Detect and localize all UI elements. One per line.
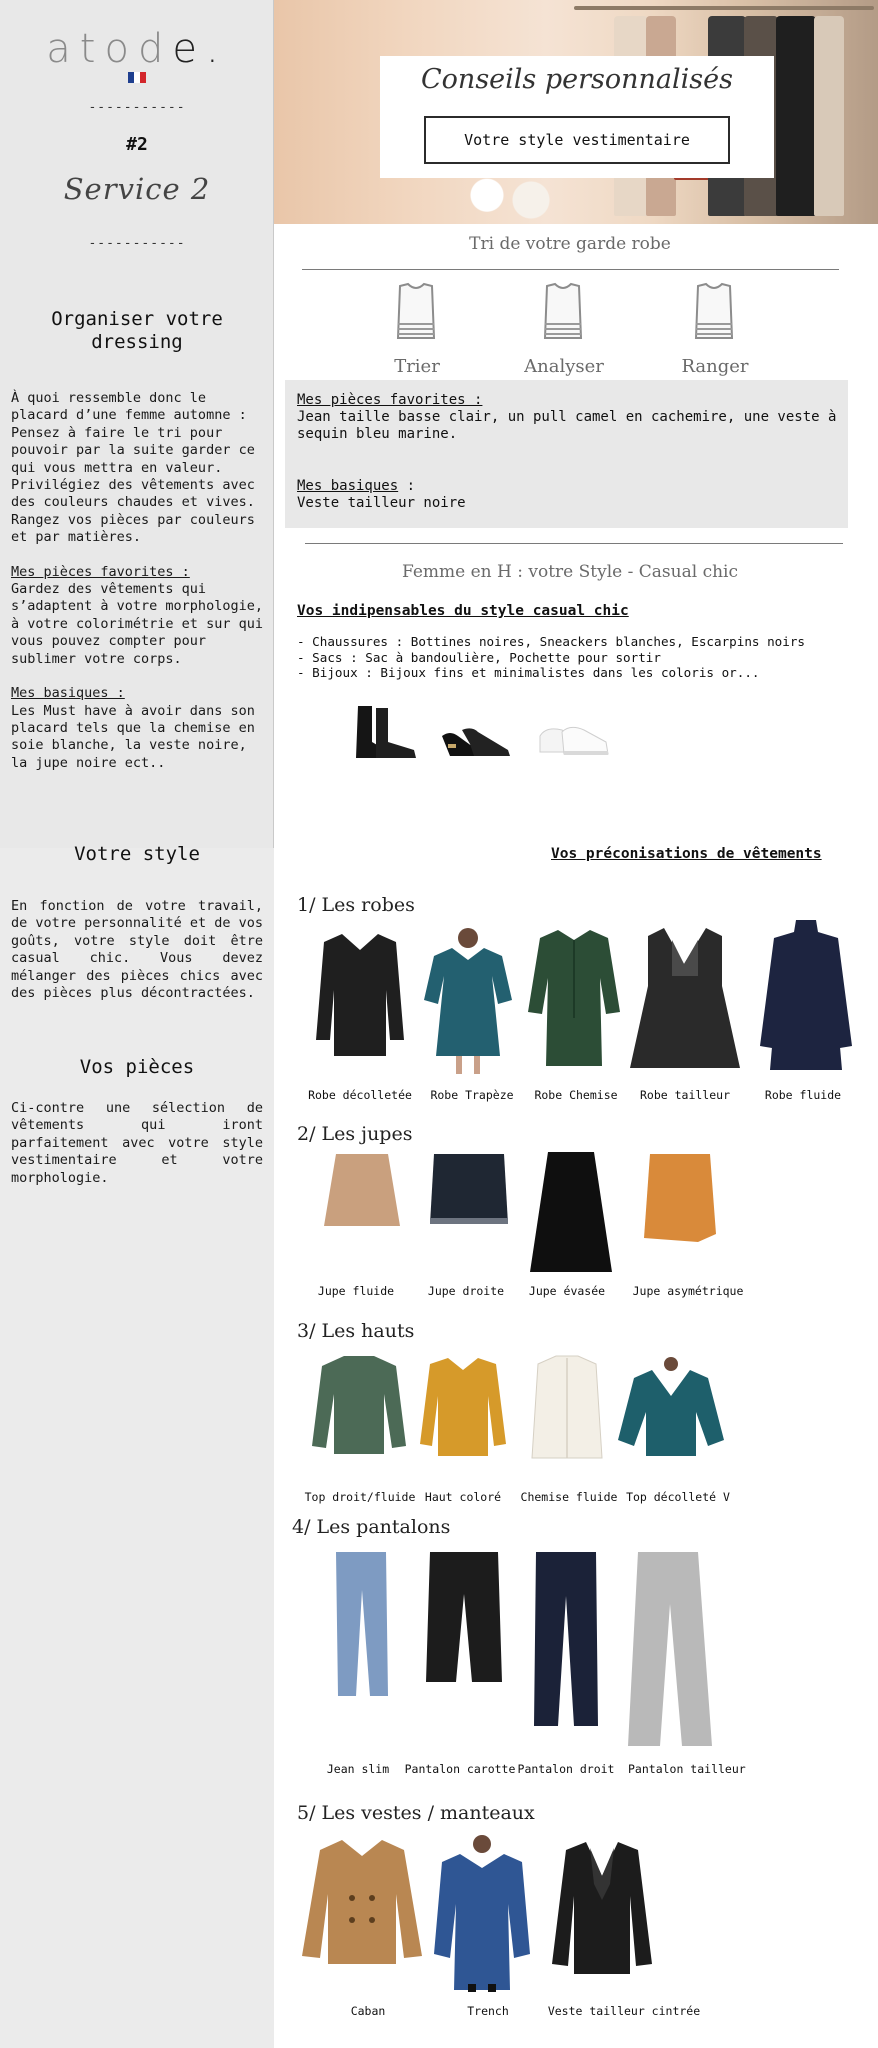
item-jupe-fluide[interactable] (298, 1284, 414, 1298)
organiser-intro: À quoi ressemble donc le placard d’une femme automne : Pensez à faire le tri pour pouvoir par la suite garder ce qui vous mettra en valeur. Privilégiez des vêtements avec des couleurs chaudes et vives. Rangez vos pièces par couleurs et par matières. (11, 390, 255, 546)
hanging-garment (814, 16, 844, 216)
item-pantalon-carotte[interactable] (402, 1762, 518, 1776)
step-trier: Trier (394, 356, 440, 377)
item-label: Pantalon droit (517, 1762, 615, 1776)
caban-image (300, 1838, 424, 1968)
item-label: Haut coloré (424, 1490, 502, 1504)
item-robe-fluide[interactable] (745, 1088, 861, 1102)
atode-logo: atode. (46, 26, 228, 72)
item-top-decollete[interactable] (620, 1490, 736, 1504)
category-title-robes: 1/ Les robes (297, 894, 415, 916)
item-haut-colore[interactable] (405, 1490, 521, 1504)
pieces-paragraph: Ci-contre une sélection de vêtements qui iront parfaitement avec votre style vestimentaire et votre morphologie. (11, 1100, 263, 1186)
sweater-icon (539, 282, 587, 342)
top-decollete-v-image (616, 1356, 726, 1462)
dress-shirt-image (526, 926, 622, 1072)
item-robe-trapeze[interactable] (414, 1088, 530, 1102)
skirt-asymetrique-image (640, 1152, 720, 1246)
item-label: Robe tailleur (639, 1088, 730, 1102)
favorites-box (285, 380, 848, 528)
item-pantalon-droit[interactable] (508, 1762, 624, 1776)
section-title-organiser (0, 308, 274, 354)
clothes-rack (574, 6, 874, 10)
item-top-droit[interactable] (302, 1490, 418, 1504)
dress-fluide-image (756, 918, 856, 1076)
item-jupe-evasee[interactable] (509, 1284, 625, 1298)
divider-top: ----------- (88, 100, 186, 115)
item-jean-slim[interactable] (300, 1762, 416, 1776)
style-divider (305, 543, 843, 544)
basics-heading-colon: : (398, 478, 416, 494)
item-label: Top droit/fluide (304, 1490, 416, 1504)
basics-text: Veste tailleur noire (297, 495, 466, 511)
fav-text: Jean taille basse clair, un pull camel en cachemire, une veste à sequin bleu marine. (297, 409, 837, 442)
hero-title: Conseils personnalisés (421, 64, 733, 95)
dress-decolletee-image (312, 930, 408, 1060)
veste-tailleur-image (550, 1840, 654, 1980)
service-number: #2 (126, 134, 148, 155)
category-title-hauts: 3/ Les hauts (297, 1320, 415, 1342)
item-chemise-fluide[interactable] (511, 1490, 627, 1504)
item-jupe-asymetrique[interactable] (630, 1284, 746, 1298)
jean-slim-image (330, 1550, 392, 1700)
item-label: Jupe droite (427, 1284, 505, 1298)
item-robe-chemise[interactable] (518, 1088, 634, 1102)
fav-heading: Mes pièces favorites : (297, 392, 483, 408)
flowers-decoration (454, 176, 564, 224)
category-title-vestes: 5/ Les vestes / manteaux (297, 1802, 535, 1824)
item-veste-tailleur[interactable] (546, 2004, 702, 2018)
item-label: Top décolleté V (626, 1490, 730, 1504)
pantalon-carotte-image (424, 1550, 504, 1686)
white-sneakers-image (536, 720, 612, 762)
sidebar (0, 0, 274, 2048)
organiser-fav-text: Gardez des vêtements qui s’adaptent à votre morphologie, à votre colorimétrie et sur qui vous pouvez compter pour sublimer votre corps. (11, 581, 263, 667)
item-label: Jupe fluide (317, 1284, 395, 1298)
shirt-fluide-image (530, 1354, 604, 1464)
item-label: Pantalon carotte (404, 1762, 516, 1776)
must-list (297, 634, 805, 681)
pantalon-droit-image (530, 1550, 602, 1732)
category-title-jupes: 2/ Les jupes (297, 1123, 413, 1145)
style-title: Femme en H : votre Style - Casual chic (401, 562, 738, 582)
must-item-shoes: - Chaussures : Bottines noires, Sneackers blanches, Escarpins noirs (297, 634, 805, 649)
step-analyser: Analyser (524, 356, 604, 377)
hero-card (380, 56, 774, 178)
service-title: Service 2 (63, 172, 211, 206)
item-label: Robe Trapèze (430, 1088, 514, 1102)
section-title-organiser-text: Organiser votre dressing (51, 308, 223, 353)
item-robe-decolletee[interactable] (302, 1088, 418, 1102)
item-label: Pantalon tailleur (628, 1762, 746, 1776)
section-title-style: Votre style (74, 843, 200, 865)
french-flag-icon (128, 72, 146, 83)
item-label: Robe fluide (764, 1088, 842, 1102)
dress-trapeze-image (422, 926, 514, 1076)
must-heading: Vos indipensables du style casual chic (297, 603, 629, 619)
category-title-pantalons: 4/ Les pantalons (292, 1516, 451, 1538)
basics-heading (297, 478, 837, 495)
skirt-fluide-image (322, 1152, 402, 1230)
item-jupe-droite[interactable] (408, 1284, 524, 1298)
sorting-title: Tri de votre garde robe (469, 234, 671, 254)
sorting-divider (302, 269, 839, 270)
item-label: Jupe évasée (528, 1284, 606, 1298)
organiser-paragraph (11, 390, 263, 772)
item-label: Trench (467, 2004, 509, 2018)
hanging-garment (776, 16, 816, 216)
item-trench[interactable] (430, 2004, 546, 2018)
item-label: Jupe asymétrique (632, 1284, 744, 1298)
step-ranger: Ranger (681, 356, 749, 377)
item-label: Robe Chemise (534, 1088, 618, 1102)
must-item-jewelry: - Bijoux : Bijoux fins et minimalistes dans les coloris or... (297, 665, 760, 680)
item-label: Jean slim (326, 1762, 390, 1776)
item-robe-tailleur[interactable] (627, 1088, 743, 1102)
dress-tailleur-image (626, 926, 744, 1074)
organiser-basics-heading: Mes basiques : (11, 685, 125, 702)
black-pumps-image (440, 722, 516, 762)
basics-heading-text: Mes basiques (297, 478, 399, 494)
style-paragraph: En fonction de votre travail, de votre personnalité et de vos goûts, votre style doit être casual chic. Vous devez mélanger des pièces chics avec des pièces plus décontractées. (11, 898, 263, 1002)
style-button[interactable]: Votre style vestimentaire (424, 116, 730, 164)
ankle-boots-image (352, 702, 424, 762)
item-label: Veste tailleur cintrée (547, 2004, 701, 2018)
item-label: Caban (350, 2004, 386, 2018)
section-title-pieces: Vos pièces (79, 1056, 195, 1078)
item-label: Robe décolletée (308, 1088, 412, 1102)
organiser-fav-heading: Mes pièces favorites : (11, 563, 190, 580)
top-droit-image (310, 1354, 408, 1458)
organiser-basics-text: Les Must have à avoir dans son placard tels que la chemise en soie blanche, la veste noire, la jupe noire ect.. (11, 702, 255, 771)
pantalon-tailleur-image (624, 1550, 716, 1750)
sweater-icon (392, 282, 440, 342)
must-item-bags: - Sacs : Sac à bandoulière, Pochette pour sortir (297, 649, 661, 665)
skirt-evasee-image (528, 1150, 614, 1276)
item-caban[interactable] (310, 2004, 426, 2018)
recommendations-heading: Vos préconisations de vêtements (551, 846, 822, 862)
item-pantalon-tailleur[interactable] (628, 1762, 744, 1776)
skirt-droite-image (428, 1152, 510, 1228)
top-colore-image (418, 1356, 508, 1460)
divider-bottom: ----------- (88, 236, 186, 251)
item-label: Chemise fluide (520, 1490, 618, 1504)
sweater-icon (690, 282, 738, 342)
trench-image (432, 1834, 532, 1994)
hero-banner (274, 0, 878, 224)
